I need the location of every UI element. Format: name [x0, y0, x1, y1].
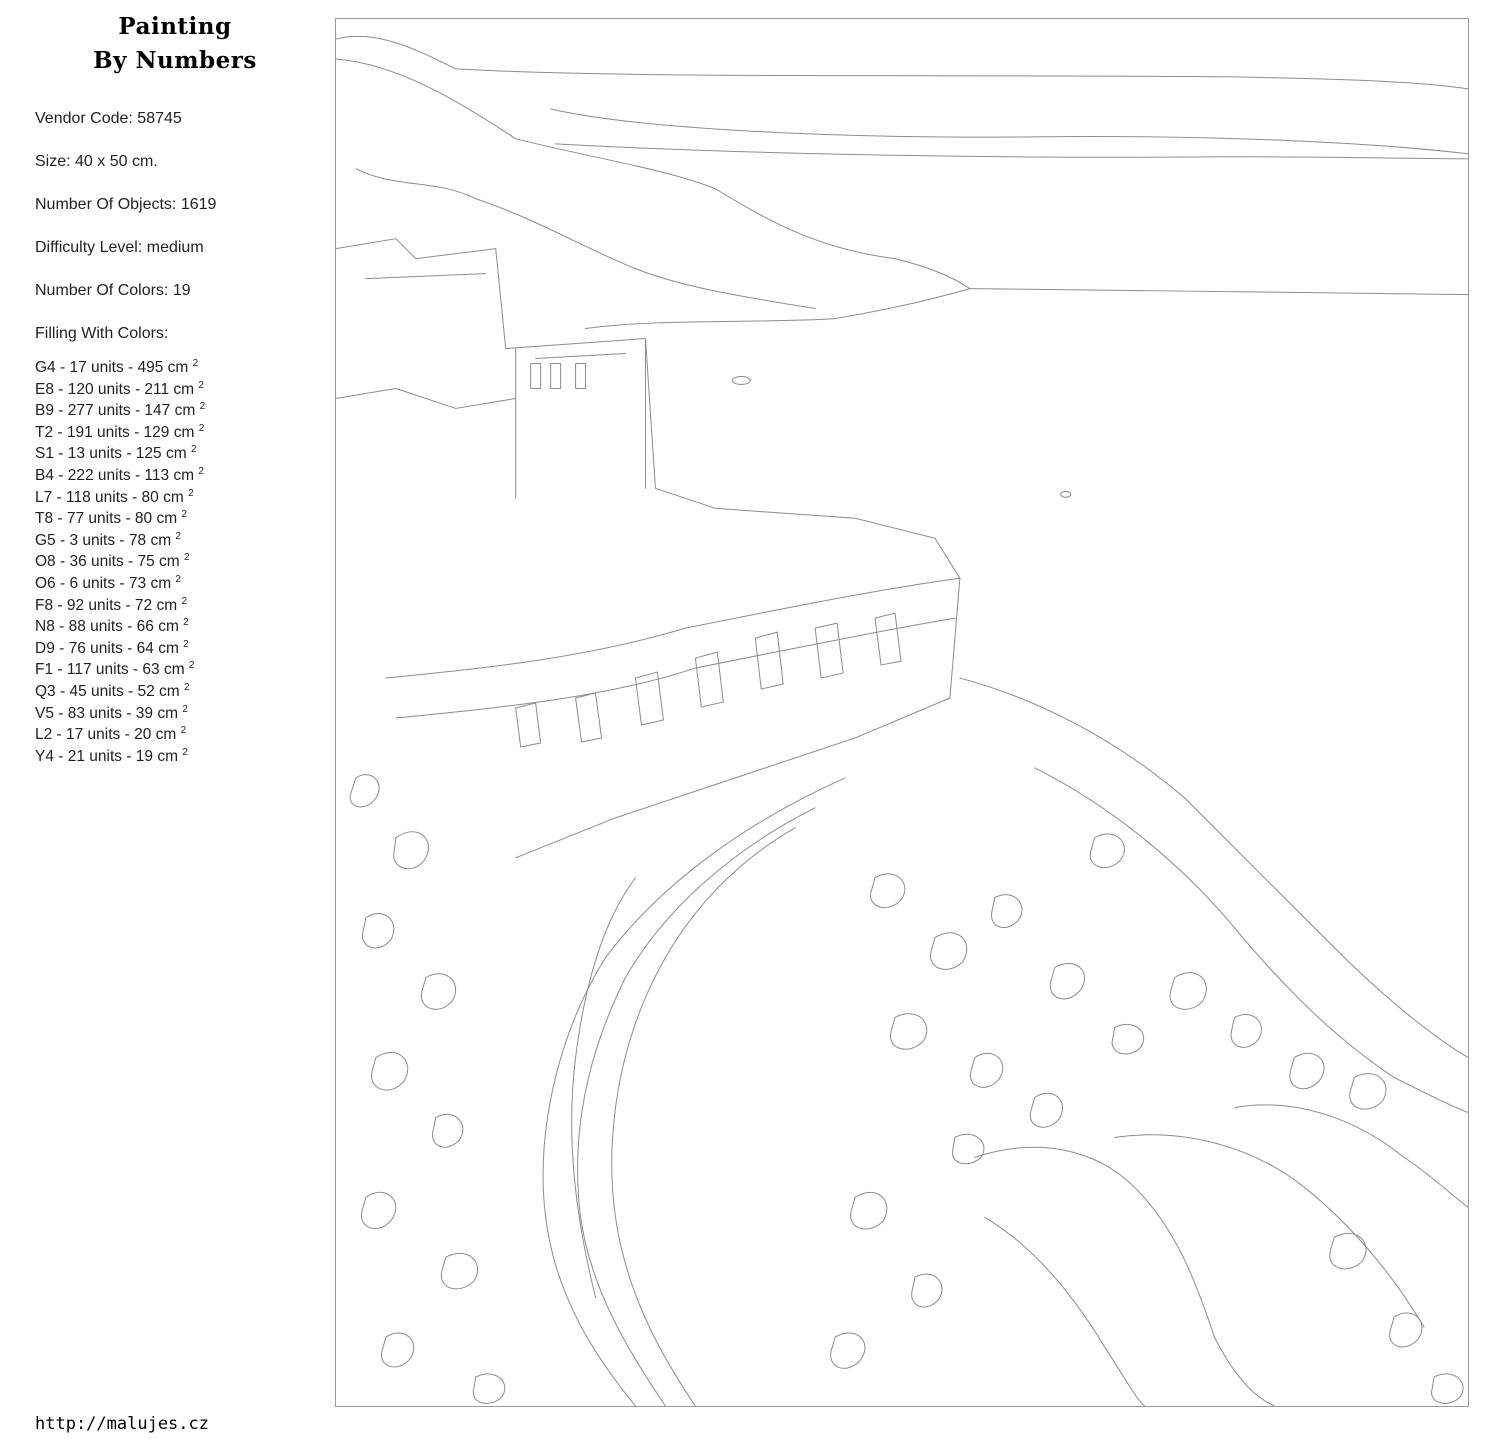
- color-entry: [35, 379, 205, 401]
- color-entry-unit-exponent: 2: [199, 401, 206, 413]
- color-entry-text: T2 - 191 units - 129 cm: [35, 423, 195, 441]
- color-entry-text: N8 - 88 units - 66 cm: [35, 618, 179, 636]
- rock-face-4: [985, 1217, 1145, 1406]
- title-line-2: By Numbers: [93, 47, 257, 74]
- rock-face-1: [975, 1147, 1274, 1406]
- color-entry-text: O8 - 36 units - 75 cm: [35, 553, 180, 571]
- bush-c18: [1390, 1313, 1422, 1347]
- color-entry: [35, 746, 205, 768]
- color-entry-unit-exponent: 2: [175, 530, 181, 542]
- sea-mark-1: [732, 376, 750, 384]
- color-entry-text: Y4 - 21 units - 19 cm: [35, 747, 179, 765]
- bush-l2: [394, 832, 429, 869]
- terrace-block-5: [755, 632, 783, 689]
- color-entry-text: L7 - 118 units - 80 cm: [35, 488, 184, 506]
- bush-c12: [1030, 1093, 1062, 1127]
- color-entry: [35, 659, 205, 681]
- terrace-block-1: [516, 703, 541, 747]
- bush-l1: [350, 775, 379, 807]
- rock-face-2: [1115, 1135, 1424, 1327]
- color-entry: [35, 487, 205, 509]
- outline-canvas: [335, 18, 1469, 1407]
- color-entry-unit-exponent: 2: [183, 617, 189, 629]
- terrace-block-3: [635, 672, 663, 725]
- color-entry-unit-exponent: 2: [175, 573, 181, 585]
- color-entry-text: G5 - 3 units - 78 cm: [35, 531, 172, 549]
- color-entry: [35, 573, 205, 595]
- color-entry-unit-exponent: 2: [181, 595, 188, 607]
- color-entry-text: T8 - 77 units - 80 cm: [35, 510, 178, 528]
- color-entry-unit-exponent: 2: [188, 660, 195, 672]
- bush-c2: [930, 933, 966, 970]
- bush-c13: [952, 1134, 984, 1164]
- color-entry-unit-exponent: 2: [192, 358, 199, 369]
- bush-l6: [432, 1114, 462, 1147]
- color-entry-text: F1 - 117 units - 63 cm: [35, 661, 185, 679]
- rock-face-3: [1234, 1105, 1468, 1207]
- bush-c5: [891, 1014, 927, 1050]
- bush-c7: [1112, 1024, 1144, 1054]
- bush-l5: [371, 1053, 407, 1091]
- bush-c3: [992, 895, 1022, 928]
- window-2: [551, 364, 561, 389]
- color-list: [35, 357, 205, 767]
- color-entry: [35, 638, 205, 660]
- bush-c4: [1050, 963, 1084, 998]
- color-entry-unit-exponent: 2: [198, 465, 204, 477]
- bush-c16: [831, 1333, 865, 1368]
- sky-band-upper: [336, 36, 1468, 89]
- bush-c11: [1350, 1074, 1386, 1110]
- colors-count: Number Of Colors: 19: [35, 282, 191, 299]
- bush-c20: [1090, 834, 1124, 868]
- color-entry-unit-exponent: 2: [182, 703, 188, 715]
- bush-c8: [1170, 973, 1206, 1010]
- terrace-block-4: [695, 652, 723, 707]
- color-entry-text: E8 - 120 units - 211 cm: [35, 380, 195, 398]
- difficulty-level: Difficulty Level: medium: [35, 239, 204, 256]
- bush-c6: [970, 1053, 1002, 1087]
- sky-band-middle: [551, 109, 1468, 154]
- color-entry-unit-exponent: 2: [182, 746, 188, 758]
- road-outer: [543, 778, 845, 1406]
- left-buildings: [336, 239, 516, 409]
- window-3: [576, 364, 586, 389]
- road-edge: [572, 878, 636, 1297]
- color-entry-unit-exponent: 2: [198, 379, 204, 391]
- color-entry: [35, 681, 205, 703]
- color-entry: [35, 400, 205, 422]
- color-entry-unit-exponent: 2: [184, 552, 190, 564]
- color-entry: [35, 724, 205, 746]
- color-entry: [35, 551, 205, 573]
- road-middle: [578, 808, 816, 1406]
- cliff-slope: [960, 678, 1468, 1057]
- info-panel: [0, 0, 320, 1453]
- color-entry-text: D9 - 76 units - 64 cm: [35, 639, 179, 657]
- color-entry-text: O6 - 6 units - 73 cm: [35, 574, 172, 592]
- terrace-block-6: [815, 623, 843, 678]
- bush-c10: [1290, 1053, 1324, 1088]
- color-entry: [35, 508, 205, 530]
- color-entry: [35, 595, 205, 617]
- color-entry-unit-exponent: 2: [198, 422, 205, 434]
- color-entry-unit-exponent: 2: [188, 487, 194, 499]
- color-entry: [35, 443, 205, 465]
- terrace-block-7: [875, 613, 901, 665]
- color-entry: [35, 616, 205, 638]
- cliff-slope-2: [1035, 768, 1468, 1113]
- color-entry-text: B4 - 222 units - 113 cm: [35, 466, 195, 484]
- color-entry-text: G4 - 17 units - 495 cm: [35, 359, 189, 376]
- color-entry: [35, 465, 205, 487]
- color-entry: [35, 422, 205, 444]
- color-entry: [35, 530, 205, 552]
- headland-ridge: [336, 59, 970, 329]
- sea-horizon: [970, 289, 1468, 295]
- color-entry-unit-exponent: 2: [181, 509, 188, 521]
- bush-c19: [1432, 1374, 1464, 1404]
- objects-count: Number Of Objects: 1619: [35, 196, 217, 213]
- website-link[interactable]: http://malujes.cz: [35, 1414, 209, 1434]
- vendor-code: Vendor Code: 58745: [35, 110, 182, 127]
- color-entry-text: F8 - 92 units - 72 cm: [35, 596, 178, 614]
- bush-c1: [871, 874, 905, 908]
- color-entry-text: B9 - 277 units - 147 cm: [35, 402, 196, 420]
- sea-mark-2: [1061, 491, 1071, 497]
- sky-band-lower: [556, 144, 1468, 159]
- page-title: [60, 10, 290, 78]
- color-entry-text: L2 - 17 units - 20 cm: [35, 726, 177, 744]
- canvas-size: Size: 40 x 50 cm.: [35, 153, 158, 170]
- bush-l9: [381, 1333, 413, 1367]
- castle-wall: [506, 339, 960, 858]
- bush-l7: [361, 1192, 395, 1228]
- headland-inner: [356, 169, 815, 309]
- title-line-1: Painting: [118, 13, 232, 40]
- bush-c15: [912, 1274, 942, 1307]
- color-entry: [35, 357, 205, 379]
- bush-l10: [473, 1374, 505, 1404]
- castle-tower: [516, 339, 646, 499]
- filling-heading: Filling With Colors:: [35, 325, 169, 342]
- color-entry-unit-exponent: 2: [184, 681, 190, 693]
- color-entry-text: Q3 - 45 units - 52 cm: [35, 682, 180, 700]
- color-entry: [35, 703, 205, 725]
- color-entry-unit-exponent: 2: [183, 638, 189, 650]
- road-inner: [612, 828, 795, 1406]
- color-entry-unit-exponent: 2: [190, 444, 197, 456]
- color-entry-text: V5 - 83 units - 39 cm: [35, 704, 179, 722]
- bush-l4: [421, 974, 455, 1010]
- color-entry-text: S1 - 13 units - 125 cm: [35, 445, 187, 463]
- castle-terrace: [386, 578, 960, 678]
- bush-l3: [362, 914, 393, 948]
- bush-c14: [851, 1192, 887, 1229]
- outline-drawing: [336, 19, 1468, 1406]
- window-1: [531, 364, 541, 389]
- bush-l8: [441, 1253, 477, 1289]
- bush-c17: [1330, 1233, 1366, 1269]
- bush-c9: [1231, 1014, 1261, 1047]
- terrace-block-2: [576, 693, 602, 742]
- color-entry-unit-exponent: 2: [180, 725, 187, 737]
- product-info: [35, 97, 216, 355]
